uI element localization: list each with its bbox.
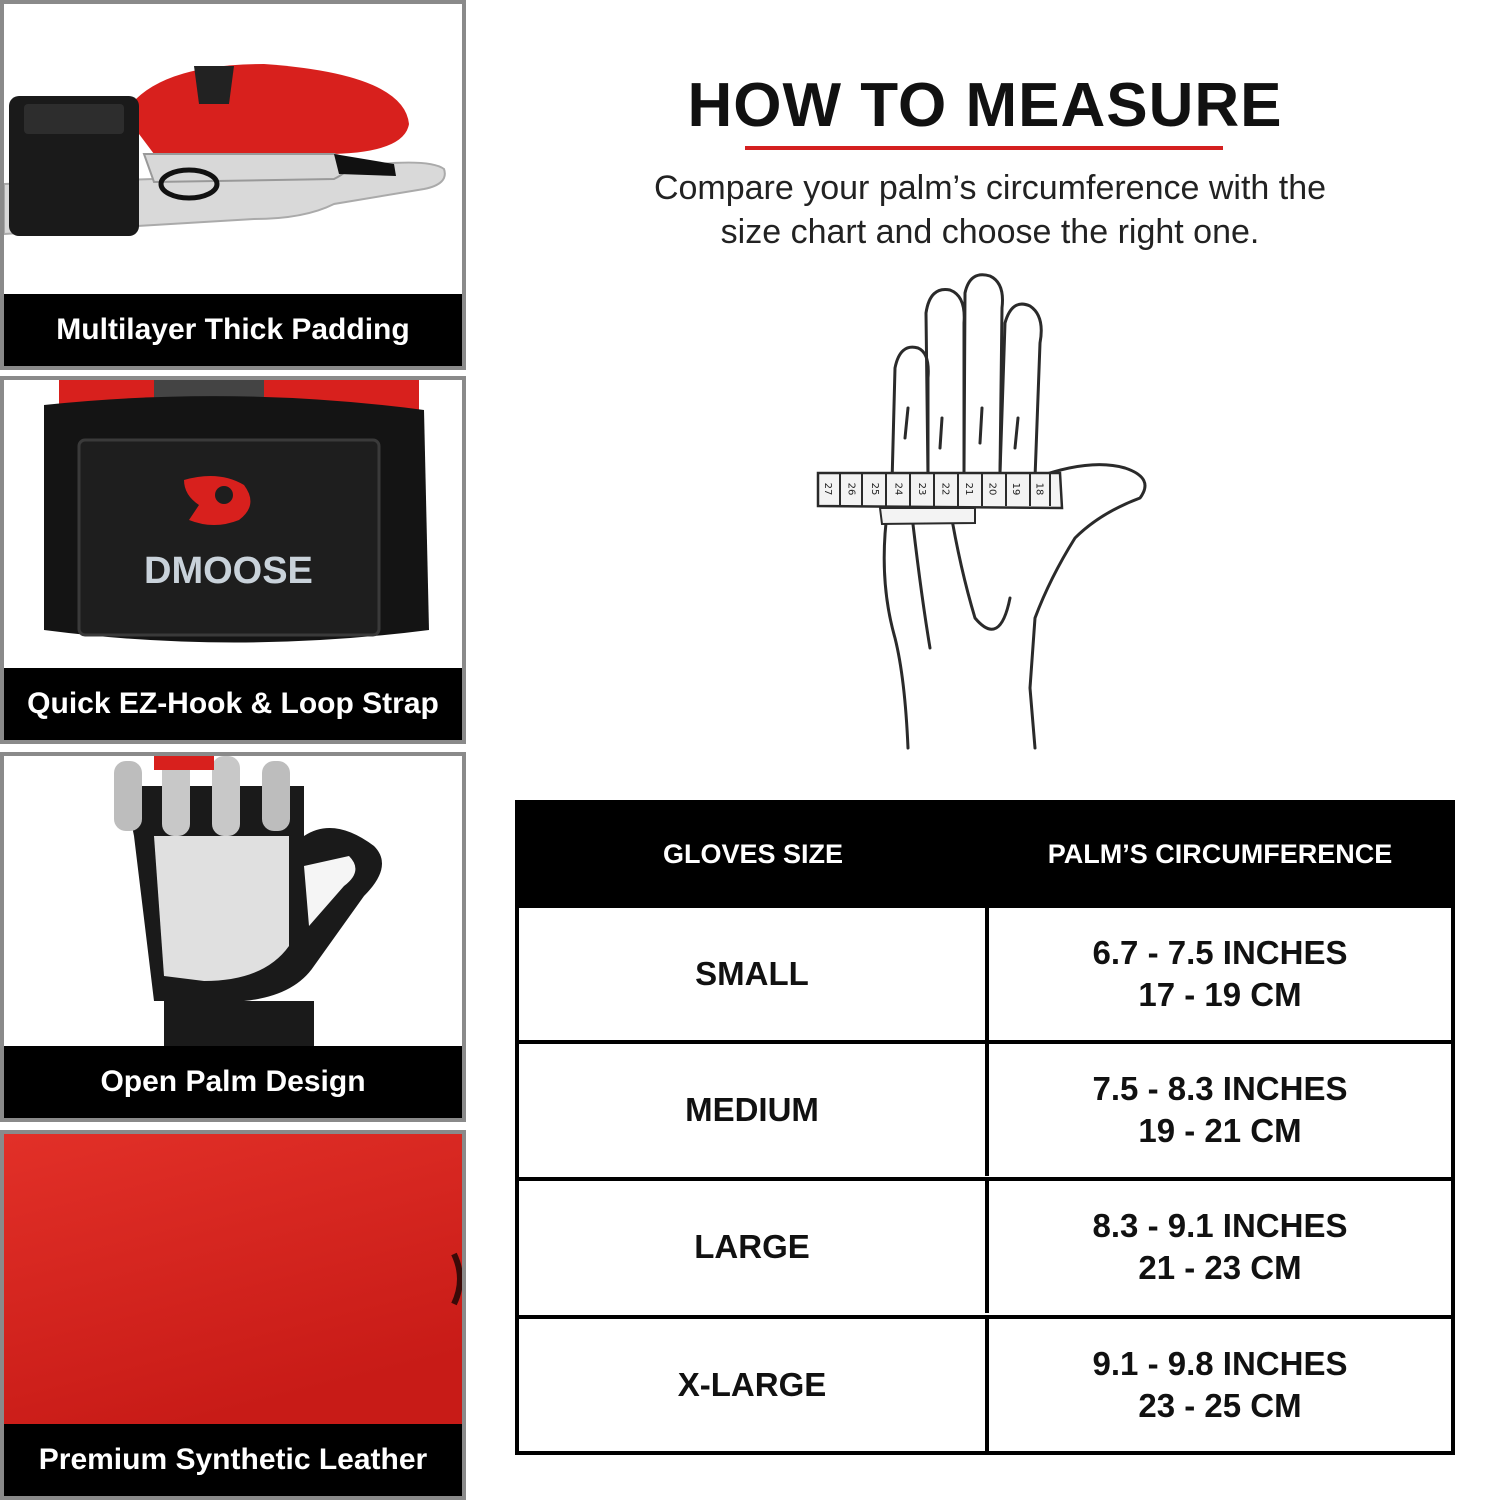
tape-number: 18 xyxy=(1033,482,1045,496)
measure-instructions xyxy=(560,166,1420,254)
tape-number: 21 xyxy=(963,482,974,496)
tape-number: 25 xyxy=(869,482,880,496)
feature-panel-padding xyxy=(0,0,466,370)
feature-caption: Open Palm Design xyxy=(4,1046,462,1118)
tape-number: 26 xyxy=(845,482,857,496)
tape-number: 20 xyxy=(986,482,998,496)
inches-value: 9.1 - 9.8 INCHES xyxy=(1092,1345,1348,1382)
glove-side-photo xyxy=(4,4,462,294)
tape-number: 19 xyxy=(1010,482,1021,496)
title-underline xyxy=(745,146,1223,150)
hand-measurement-illustration xyxy=(800,268,1170,758)
table-header-row xyxy=(519,804,1451,904)
brand-logo-text: DMOOSE xyxy=(144,550,313,592)
measurement-cell xyxy=(989,1044,1451,1176)
tape-number: 22 xyxy=(939,482,951,496)
measuring-tape xyxy=(818,473,1062,524)
cm-value: 17 - 19 CM xyxy=(1138,976,1302,1013)
inches-value: 8.3 - 9.1 INCHES xyxy=(1092,1207,1348,1244)
inches-value: 6.7 - 7.5 INCHES xyxy=(1092,934,1348,971)
size-cell: LARGE xyxy=(519,1181,989,1313)
size-chart-table xyxy=(515,800,1455,1455)
inches-value: 7.5 - 8.3 INCHES xyxy=(1092,1070,1348,1107)
tape-number: 27 xyxy=(822,482,833,496)
tape-number: 24 xyxy=(892,482,904,496)
feature-column xyxy=(0,0,470,1500)
instructions-line-1: Compare your palm’s circumference with the xyxy=(653,169,1327,207)
header-gloves-size: GLOVES SIZE xyxy=(662,838,844,869)
measurement-cell xyxy=(989,1319,1451,1451)
leather-texture-photo xyxy=(4,1134,462,1424)
header-palm-circumference: PALM’S CIRCUMFERENCE xyxy=(1047,838,1393,869)
feature-panel-strap xyxy=(0,376,466,744)
table-row xyxy=(519,904,1451,1040)
table-row xyxy=(519,1040,1451,1176)
measurement-cell xyxy=(989,908,1451,1040)
cm-value: 23 - 25 CM xyxy=(1138,1387,1302,1424)
feature-caption: Quick EZ-Hook & Loop Strap xyxy=(4,668,462,740)
size-cell: X-LARGE xyxy=(519,1319,989,1451)
size-cell: SMALL xyxy=(519,908,989,1040)
table-row xyxy=(519,1177,1451,1313)
instructions-line-2: size chart and choose the right one. xyxy=(720,213,1260,251)
feature-panel-leather xyxy=(0,1130,466,1500)
cm-value: 21 - 23 CM xyxy=(1138,1249,1302,1286)
feature-panel-open-palm xyxy=(0,752,466,1122)
size-cell: MEDIUM xyxy=(519,1044,989,1176)
tape-number: 23 xyxy=(916,482,927,496)
measurement-cell xyxy=(989,1181,1451,1313)
cm-value: 19 - 21 CM xyxy=(1138,1112,1302,1149)
feature-caption: Multilayer Thick Padding xyxy=(4,294,462,366)
table-row xyxy=(519,1315,1451,1451)
glove-palm-photo xyxy=(4,756,462,1046)
wrist-strap-photo xyxy=(4,380,462,670)
page-title: HOW TO MEASURE xyxy=(687,71,1283,140)
feature-caption: Premium Synthetic Leather xyxy=(4,1424,462,1496)
